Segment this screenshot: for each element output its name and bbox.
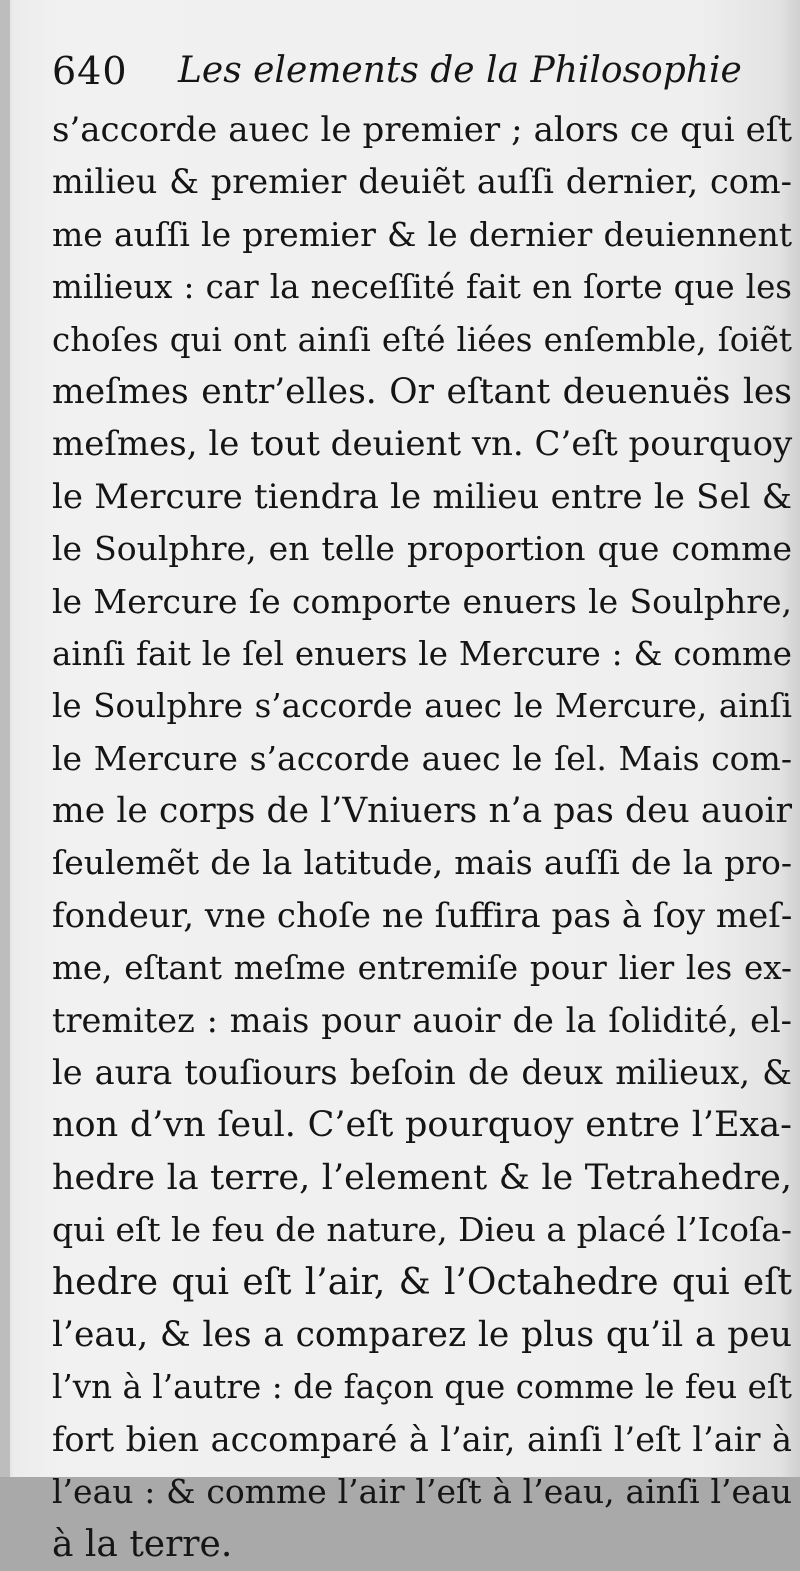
text-line: le Mercure tiendra le milieu entre le Sel &	[52, 476, 792, 517]
text-line: ſeulemẽt de la latitude, mais auſſi de la pro-	[52, 843, 792, 883]
text-line: fort bien accomparé à l’air, ainſi l’eſt l’air à	[52, 1419, 792, 1459]
running-title: Les elements de la Philosophie	[178, 50, 742, 91]
text-line: le Mercure ſe comporte enuers le Soulphre,	[52, 581, 792, 621]
text-line: à la terre.	[52, 1523, 233, 1565]
text-line: ainſi fait le ſel enuers le Mercure : & comme	[52, 634, 792, 673]
text-line: hedre la terre, l’element & le Tetrahedre,	[52, 1157, 792, 1198]
text-line: le aura touſiours beſoin de deux milieux, &	[52, 1053, 792, 1093]
text-line: le Mercure s’accorde auec le ſel. Mais com-	[52, 738, 792, 778]
text-line: meſmes entr’elles. Or eſtant deuenuës les	[52, 371, 792, 412]
text-line: me le corps de l’Vniuers n’a pas deu auoir	[52, 791, 792, 832]
text-line: choſes qui ont ainſi eſté liées enſemble, ſoiẽt	[52, 320, 792, 359]
text-line: s’accorde auec le premier ; alors ce qui eſt	[52, 110, 792, 150]
page-gutter	[0, 0, 10, 1477]
text-line: l’eau : & comme l’air l’eſt à l’eau, ainſi l’eau	[52, 1472, 792, 1512]
text-line: hedre qui eſt l’air, & l’Octahedre qui eſt	[52, 1261, 792, 1303]
body-text	[52, 104, 792, 1571]
text-line: milieux : car la neceſſité fait en ſorte que les	[52, 268, 792, 307]
text-line: non d’vn ſeul. C’eſt pourquoy entre l’Exa-	[52, 1105, 792, 1146]
text-line: le Soulphre s’accorde auec le Mercure, ainſi	[52, 687, 792, 726]
text-line: l’vn à l’autre : de façon que comme le feu eſt	[52, 1368, 792, 1407]
page-number: 640	[52, 49, 128, 93]
text-line: milieu & premier deuiẽt auſſi dernier, com-	[52, 162, 792, 202]
text-line: qui eſt le feu de nature, Dieu a placé l’Icoſa-	[52, 1210, 792, 1250]
text-line: meſmes, le tout deuient vn. C’eſt pourquoy	[52, 424, 793, 465]
text-line: l’eau, & les a comparez le plus qu’il a peu	[52, 1314, 792, 1355]
text-line: me, eſtant meſme entremiſe pour lier les ex-	[52, 949, 792, 988]
text-line: fondeur, vne choſe ne ſuffira pas à ſoy meſ-	[52, 895, 793, 936]
page-header	[0, 44, 800, 104]
text-line: me auſſi le premier & le dernier deuiennent	[52, 214, 792, 254]
text-line: le Soulphre, en telle proportion que comme	[52, 529, 792, 569]
text-line: tremitez : mais pour auoir de la ſolidité, el-	[52, 1000, 792, 1040]
